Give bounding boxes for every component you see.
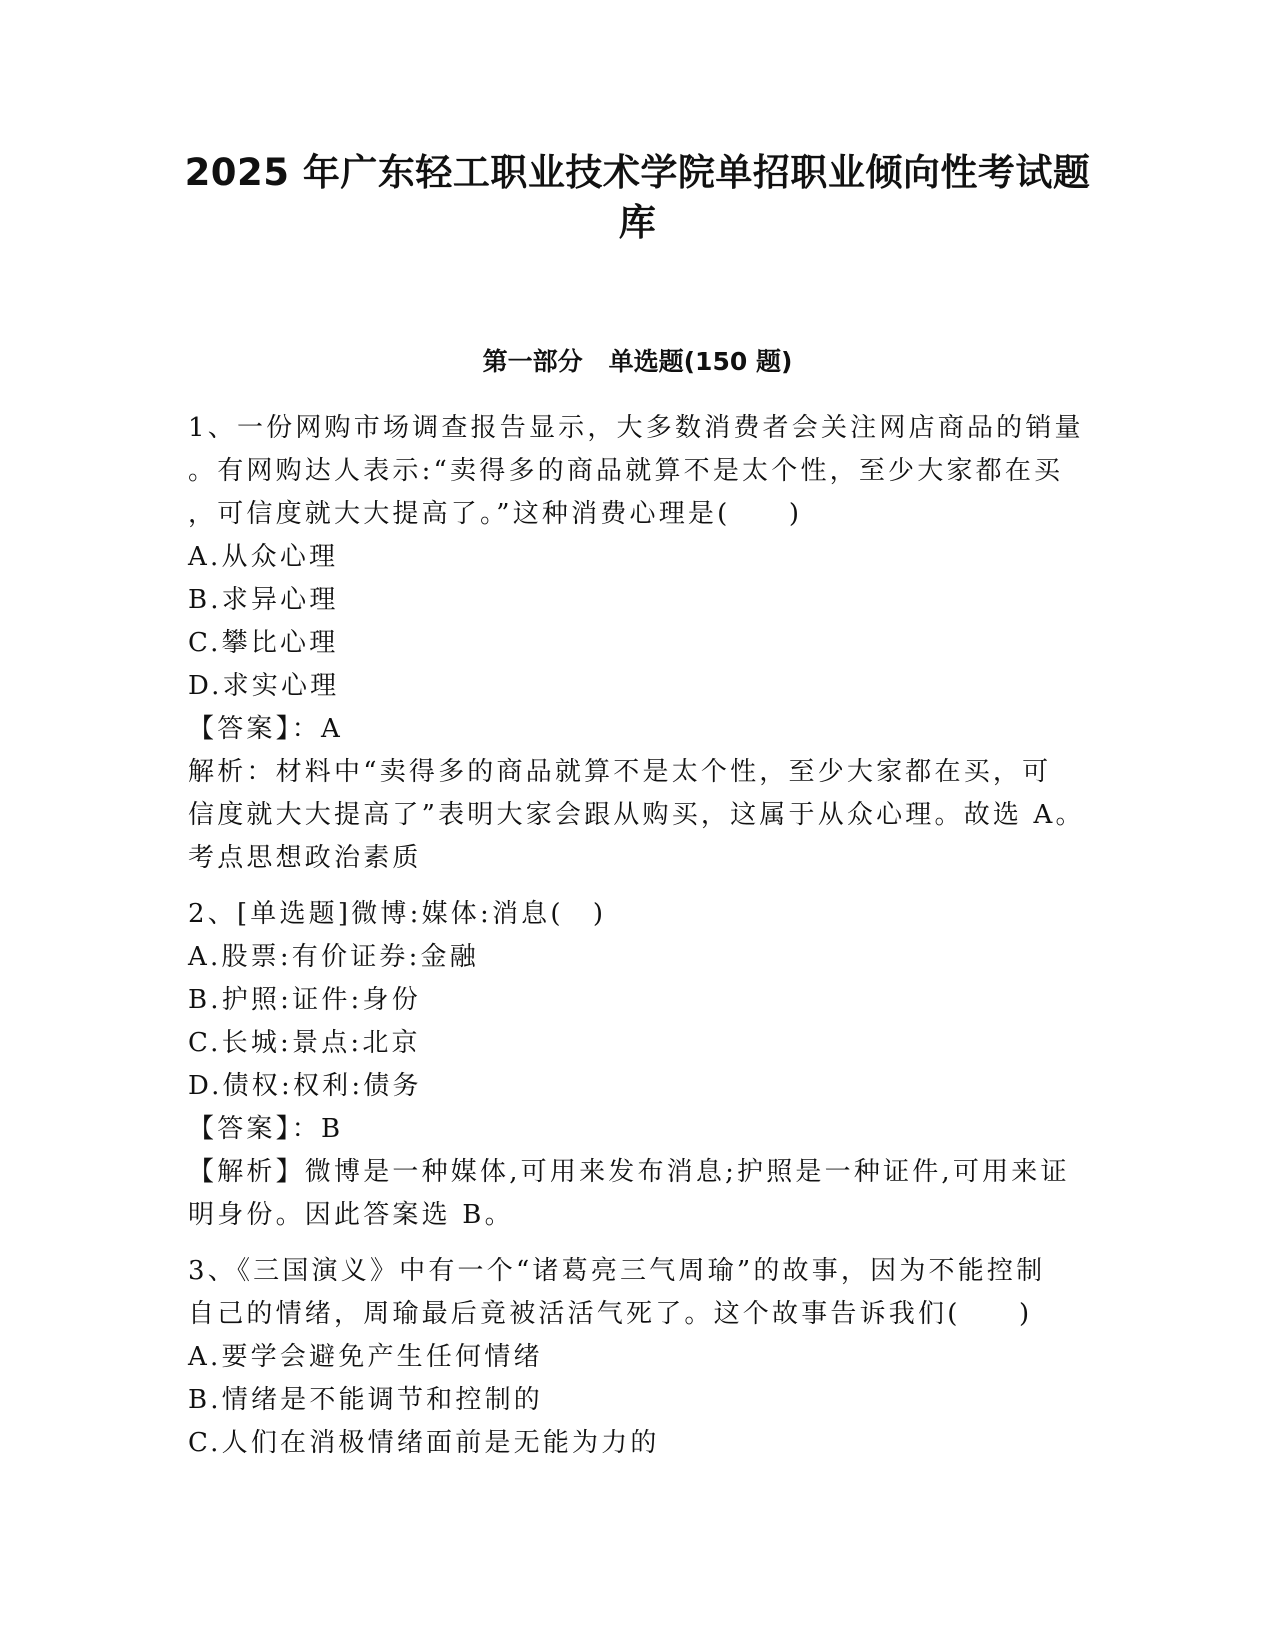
option-b: B.护照:证件:身份	[188, 985, 421, 1015]
question-text-line: 1、一份网购市场调查报告显示，大多数消费者会关注网店商品的销量	[188, 413, 1084, 443]
question-text-line: 3、《三国演义》中有一个“诸葛亮三气周瑜”的故事，因为不能控制	[188, 1256, 1046, 1286]
option-a: A.要学会避免产生任何情绪	[188, 1342, 543, 1372]
option-d: D.债权:权利:债务	[188, 1071, 422, 1101]
option-c: C.人们在消极情绪面前是无能为力的	[188, 1428, 660, 1458]
option-c: C.长城:景点:北京	[188, 1028, 421, 1058]
question-text-line: 2、[单选题]微博:媒体:消息( )	[188, 899, 607, 929]
option-b: B.求异心理	[188, 585, 339, 615]
question-1	[188, 407, 1088, 880]
option-c: C.攀比心理	[188, 628, 339, 658]
explanation-line: 【解析】微博是一种媒体,可用来发布消息;护照是一种证件,可用来证	[188, 1157, 1070, 1187]
explanation-line: 信度就大大提高了”表明大家会跟从购买，这属于从众心理。故选 A。	[188, 800, 1085, 830]
option-b: B.情绪是不能调节和控制的	[188, 1385, 543, 1415]
question-2	[188, 893, 1088, 1237]
section-name: 单选题(150 题)	[608, 347, 793, 376]
explanation-line: 明身份。因此答案选 B。	[188, 1200, 514, 1230]
question-text-line: ，可信度就大大提高了。”这种消费心理是( )	[188, 499, 803, 529]
question-list	[188, 407, 1088, 1465]
answer-line: 【答案】：B	[188, 1114, 344, 1144]
explanation-line: 考点思想政治素质	[188, 843, 422, 873]
answer-line: 【答案】：A	[188, 714, 343, 744]
title-line: 2025 年广东轻工职业技术学院单招职业倾向性考试题	[184, 151, 1091, 194]
question-3	[188, 1250, 1088, 1465]
explanation-line: 解析：材料中“卖得多的商品就算不是太个性，至少大家都在买，可	[188, 757, 1052, 787]
option-a: A.股票:有价证券:金融	[188, 942, 479, 972]
question-text-line: 自己的情绪，周瑜最后竟被活活气死了。这个故事告诉我们( )	[188, 1299, 1033, 1329]
section-heading	[150, 345, 1125, 379]
question-text-line: 。有网购达人表示:“卖得多的商品就算不是太个性，至少大家都在买	[188, 456, 1064, 486]
title-line: 库	[618, 201, 657, 244]
document-title	[150, 148, 1125, 248]
option-d: D.求实心理	[188, 671, 340, 701]
option-a: A.从众心理	[188, 542, 339, 572]
section-part: 第一部分	[482, 347, 583, 376]
